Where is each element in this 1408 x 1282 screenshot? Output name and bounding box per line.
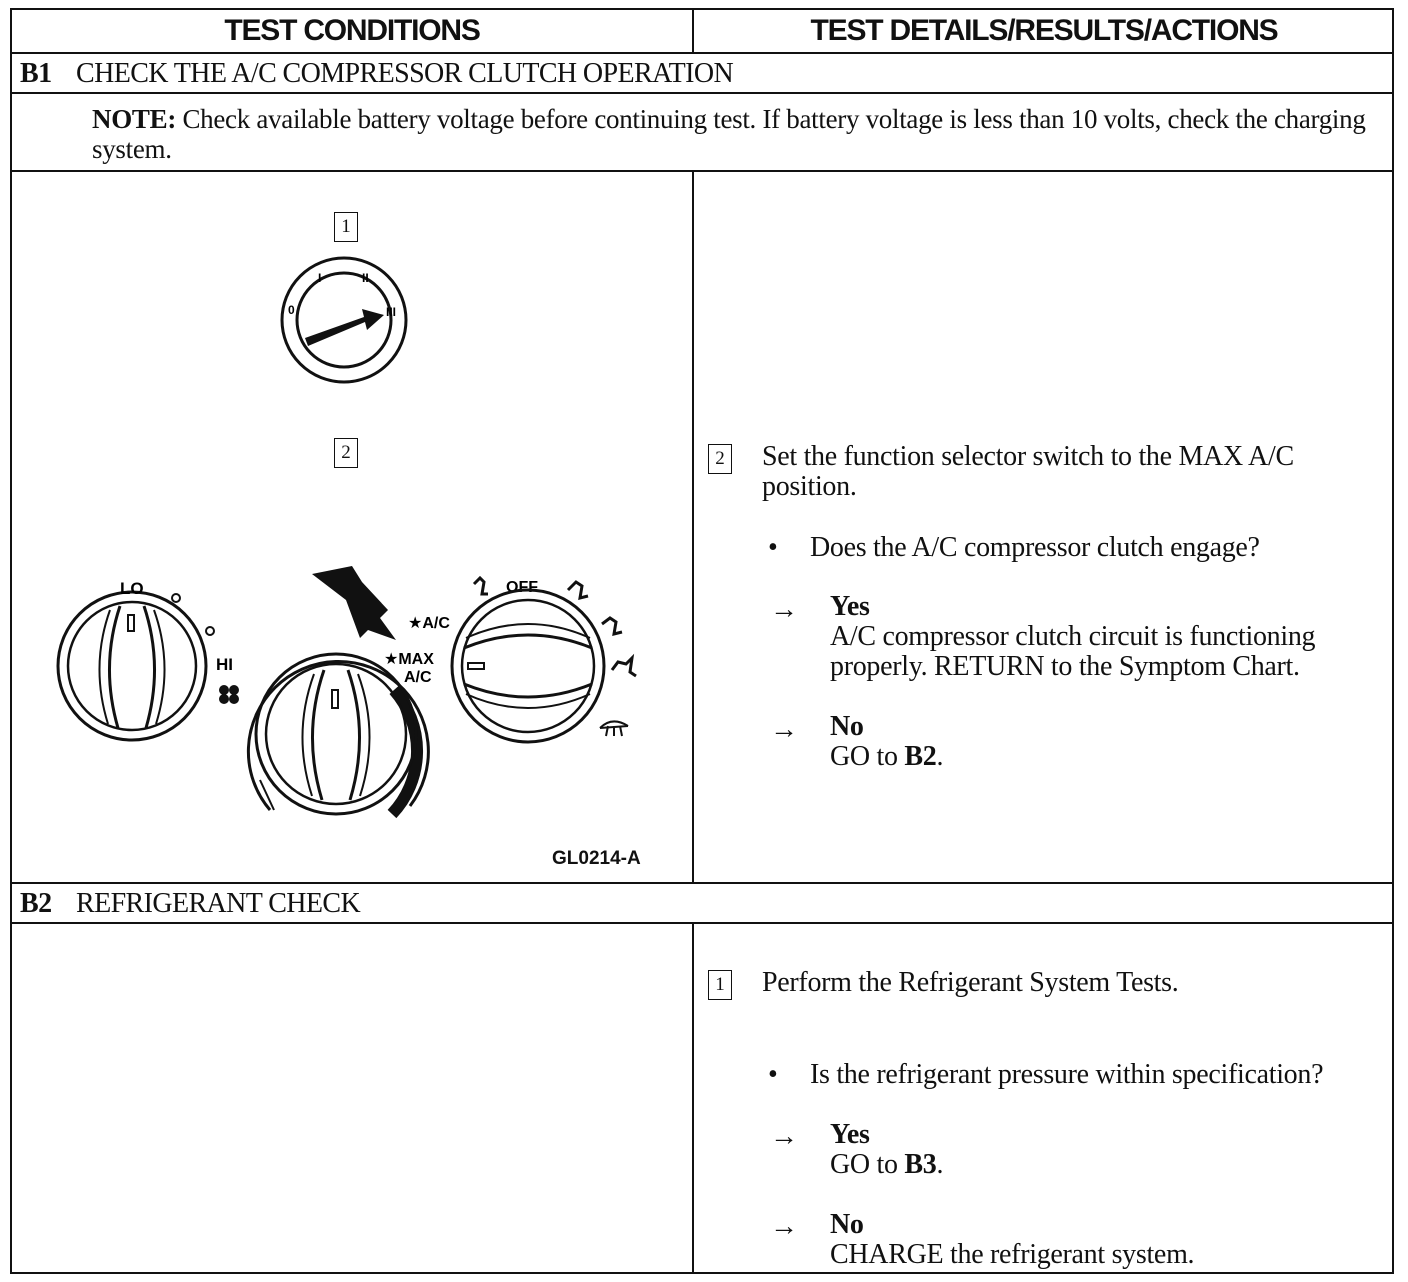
ignition-switch-icon (282, 258, 406, 382)
figure-step1-box: 1 (334, 212, 358, 242)
b1-question (768, 532, 1260, 564)
b1-note (92, 104, 1392, 164)
b1-no-label: No (830, 711, 864, 742)
b1-yes-text: A/C compressor clutch circuit is functioning properly. RETURN to the Symptom Chart. (830, 621, 1316, 682)
b2-yes-arrow: → (770, 1121, 798, 1152)
ac-mode-label: ★A/C (408, 615, 450, 632)
b2-yes-target: B3 (904, 1149, 937, 1180)
off-label: OFF (506, 579, 538, 596)
b2-section-title (20, 888, 360, 920)
header-test-details: TEST DETAILS/RESULTS/ACTIONS (810, 14, 1278, 47)
ignition-pointer-arrow (305, 309, 384, 346)
hvac-control-illustration (12, 170, 692, 882)
b2-question-text: Is the refrigerant pressure within specification? (810, 1059, 1324, 1090)
floor-defrost-mode-icon (612, 658, 636, 676)
bilevel-mode-icon (568, 582, 588, 598)
ignition-mark-1: I (318, 271, 322, 285)
b1-section-title (20, 58, 733, 90)
ignition-mark-2: II (362, 271, 369, 285)
b2-step-box: 1 (708, 970, 732, 1000)
b2-yes-prefix: GO to (830, 1149, 905, 1180)
header-divider (12, 52, 1392, 54)
b2-bullet: • (768, 1059, 778, 1090)
b2-yes-suffix: . (936, 1149, 944, 1180)
b1-title-divider (12, 92, 1392, 94)
b2-no-arrow: → (770, 1211, 798, 1242)
temperature-knob (248, 654, 428, 814)
b1-yes-outcome (830, 592, 1380, 682)
figure-step2-box: 2 (334, 438, 358, 468)
b2-title-divider (12, 922, 1392, 924)
note-label: NOTE: (92, 104, 177, 134)
floor-mode-icon (602, 618, 622, 634)
note-text: Check available battery voltage before continuing test. If battery voltage is less than 10 volts, check the charging system. (92, 104, 1366, 164)
b2-id: B2 (20, 888, 52, 919)
b1-step-box: 2 (708, 444, 732, 474)
b2-no-label: No (830, 1209, 864, 1240)
blower-speed-knob (58, 579, 239, 740)
ignition-mark-3: III (386, 305, 397, 319)
pointer-arrow-icon (312, 566, 396, 640)
b1-no-outcome (830, 712, 1380, 772)
b1-no-target: B2 (904, 741, 937, 772)
blower-hi-label: HI (216, 655, 233, 674)
b2-column-divider (692, 922, 694, 1274)
b2-step-text: Perform the Refrigerant System Tests. (762, 967, 1179, 998)
b1-bullet: • (768, 532, 778, 563)
b1-id: B1 (20, 58, 52, 89)
b2-question (768, 1059, 1323, 1091)
b2-no-text: CHARGE the refrigerant system. (830, 1239, 1195, 1270)
diagnostic-table (10, 8, 1394, 1274)
b1-end-divider (12, 882, 1392, 884)
b2-no-outcome (830, 1210, 1380, 1270)
b1-no-prefix: GO to (830, 741, 905, 772)
b1-title-text: CHECK THE A/C COMPRESSOR CLUTCH OPERATION (76, 58, 734, 89)
b1-yes-arrow: → (770, 594, 798, 625)
max-ac-label: A/C (404, 669, 432, 686)
function-selector-knob (452, 578, 636, 742)
fan-icon (219, 685, 239, 704)
defrost-mode-icon (600, 721, 628, 736)
figure-code: GL0214-A (552, 848, 641, 869)
b1-step-text: Set the function selector switch to the MAX A/C position. (762, 441, 1294, 502)
b1-yes-label: Yes (830, 591, 870, 622)
b1-no-arrow: → (770, 714, 798, 745)
header-test-conditions: TEST CONDITIONS (224, 14, 480, 47)
b2-yes-outcome (830, 1120, 1380, 1180)
b1-column-divider (692, 170, 694, 882)
ignition-mark-0: 0 (288, 303, 295, 317)
b1-question-text: Does the A/C compressor clutch engage? (810, 532, 1260, 563)
blower-lo-label: LO (120, 579, 144, 598)
max-mode-label: ★MAX (384, 651, 434, 668)
b2-yes-label: Yes (830, 1119, 870, 1150)
vent-mode-icon (474, 578, 488, 594)
b2-title-text: REFRIGERANT CHECK (76, 888, 361, 919)
b1-no-suffix: . (936, 741, 944, 772)
